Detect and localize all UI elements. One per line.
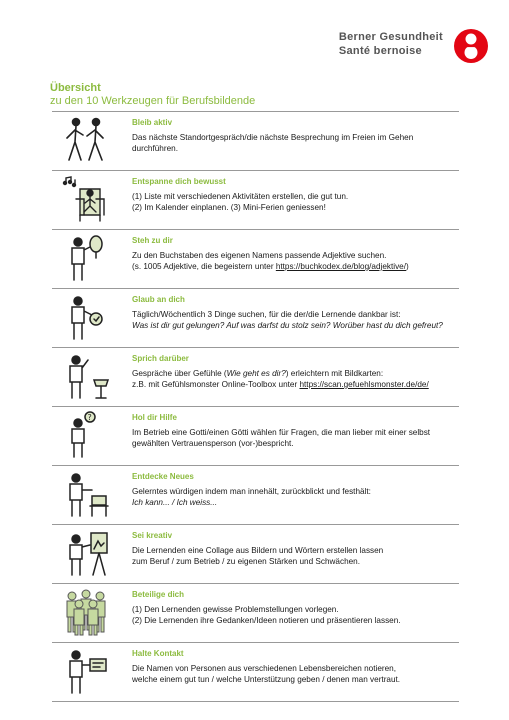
tool-title: Entspanne dich bewusst <box>132 177 226 186</box>
tool-description-line: zum Beruf / zum Betrieb / zu eigenen Stärken und Schwächen. <box>132 557 361 566</box>
tool-description-line: welche einem gut tun / welche Unterstützung geben / denen man vertraut. <box>132 675 401 684</box>
tool-description-line: Gelerntes würdigen indem man innehält, zurückblickt und festhält: <box>132 487 371 496</box>
tool-title: Steh zu dir <box>132 236 173 245</box>
tool-description-italic: Wie geht es dir? <box>226 369 286 378</box>
tool-title: Sprich darüber <box>132 354 189 363</box>
tool-description-line: Ich kann... / Ich weiss... <box>132 498 218 507</box>
berner-gesundheit-logo-icon <box>453 28 489 64</box>
tool-description-text: Gespräche über Gefühle ( <box>132 369 227 378</box>
person-medal-icon <box>58 293 114 343</box>
tool-description-line: Im Betrieb eine Gotti/einen Götti wählen für Fragen, die man lieber mit einer selbst <box>132 428 431 437</box>
tool-title: Bleib aktiv <box>132 118 173 127</box>
tool-description-line: Die Lernenden eine Collage aus Bildern und Wörtern erstellen lassen <box>132 546 384 555</box>
tool-item-steh-zu-dir <box>52 229 459 288</box>
speaker-podium-icon <box>58 352 114 402</box>
tool-item-beteilige-dich <box>52 583 459 642</box>
brand-name-de: Berner Gesundheit <box>338 31 443 43</box>
tool-description-line: Was ist dir gut gelungen? Auf was darfst du stolz sein? Worüber hast du dich gefreut? <box>132 321 443 330</box>
tool-description-line <box>132 368 455 379</box>
overview-heading <box>50 82 255 108</box>
tool-title: Halte Kontakt <box>132 649 184 658</box>
two-walkers-icon <box>58 116 114 166</box>
brand-name <box>339 30 443 58</box>
tool-description-text: ) erleichtern mit Bildkarten: <box>285 369 384 378</box>
page-title: Übersicht <box>50 82 101 94</box>
tool-item-halte-kontakt <box>52 642 459 702</box>
gefuehlsmonster-link[interactable]: https://scan.gefuehlsmonster.de/de/ <box>299 380 429 389</box>
armchair-music-icon <box>58 175 114 225</box>
tool-description-text: (s. 1005 Adjektive, die begeistern unter <box>132 262 276 271</box>
tool-title: Hol dir Hilfe <box>132 413 177 422</box>
tool-item-glaub-an-dich <box>52 288 459 347</box>
tool-description-line: durchführen. <box>132 144 178 153</box>
tool-description-text: ) <box>406 262 409 271</box>
adjektive-link[interactable]: https://buchkodex.de/blog/adjektive/ <box>275 262 407 271</box>
tool-title: Beteilige dich <box>132 590 185 599</box>
tools-list <box>52 111 459 702</box>
svg-text:?: ? <box>87 413 92 422</box>
tool-description-line: (2) Die Lernenden ihre Gedanken/Ideen notieren und präsentieren lassen. <box>132 616 401 625</box>
tool-description-line <box>132 379 455 390</box>
person-laptop-icon <box>58 470 114 520</box>
tool-item-sprich-darueber <box>52 347 459 406</box>
brand-name-fr: Santé bernoise <box>338 45 422 57</box>
tool-title: Glaub an dich <box>132 295 185 304</box>
person-question-icon <box>58 411 114 461</box>
tool-item-hol-dir-hilfe <box>52 406 459 465</box>
tool-title: Sei kreativ <box>132 531 173 540</box>
tool-item-entspanne <box>52 170 459 229</box>
brand-header <box>339 28 489 64</box>
tool-item-entdecke-neues <box>52 465 459 524</box>
tool-description-line: (1) Den Lernenden gewisse Problemstellungen vorlegen. <box>132 605 339 614</box>
tool-description-line: Die Namen von Personen aus verschiedenen Lebensbereichen notieren, <box>132 664 396 673</box>
page-subtitle: zu den 10 Werkzeugen für Berufsbildende <box>50 95 256 107</box>
tool-description-line: gewählten Vertrauensperson (vor-)bespricht. <box>132 439 294 448</box>
tool-description-line: (2) Im Kalender einplanen. (3) Mini-Ferien geniessen! <box>132 203 326 212</box>
tool-item-bleib-aktiv <box>52 111 459 170</box>
person-mirror-icon <box>58 234 114 284</box>
tool-description-line: Das nächste Standortgespräch/die nächste Besprechung im Freien im Gehen <box>132 133 414 142</box>
tool-description-line <box>132 261 455 272</box>
tool-item-sei-kreativ <box>52 524 459 583</box>
person-easel-icon <box>58 529 114 579</box>
tool-description-text: z.B. mit Gefühlsmonster Online-Toolbox unter <box>132 380 300 389</box>
tool-description-line: (1) Liste mit verschiedenen Aktivitäten erstellen, die gut tun. <box>132 192 349 201</box>
tool-description-line: Zu den Buchstaben des eigenen Namens passende Adjektive suchen. <box>132 251 387 260</box>
person-contact-icon <box>58 647 114 697</box>
tool-description-line: Täglich/Wöchentlich 3 Dinge suchen, für die der/die Lernende dankbar ist: <box>132 310 401 319</box>
group-people-icon <box>58 588 114 638</box>
tool-title: Entdecke Neues <box>132 472 194 481</box>
